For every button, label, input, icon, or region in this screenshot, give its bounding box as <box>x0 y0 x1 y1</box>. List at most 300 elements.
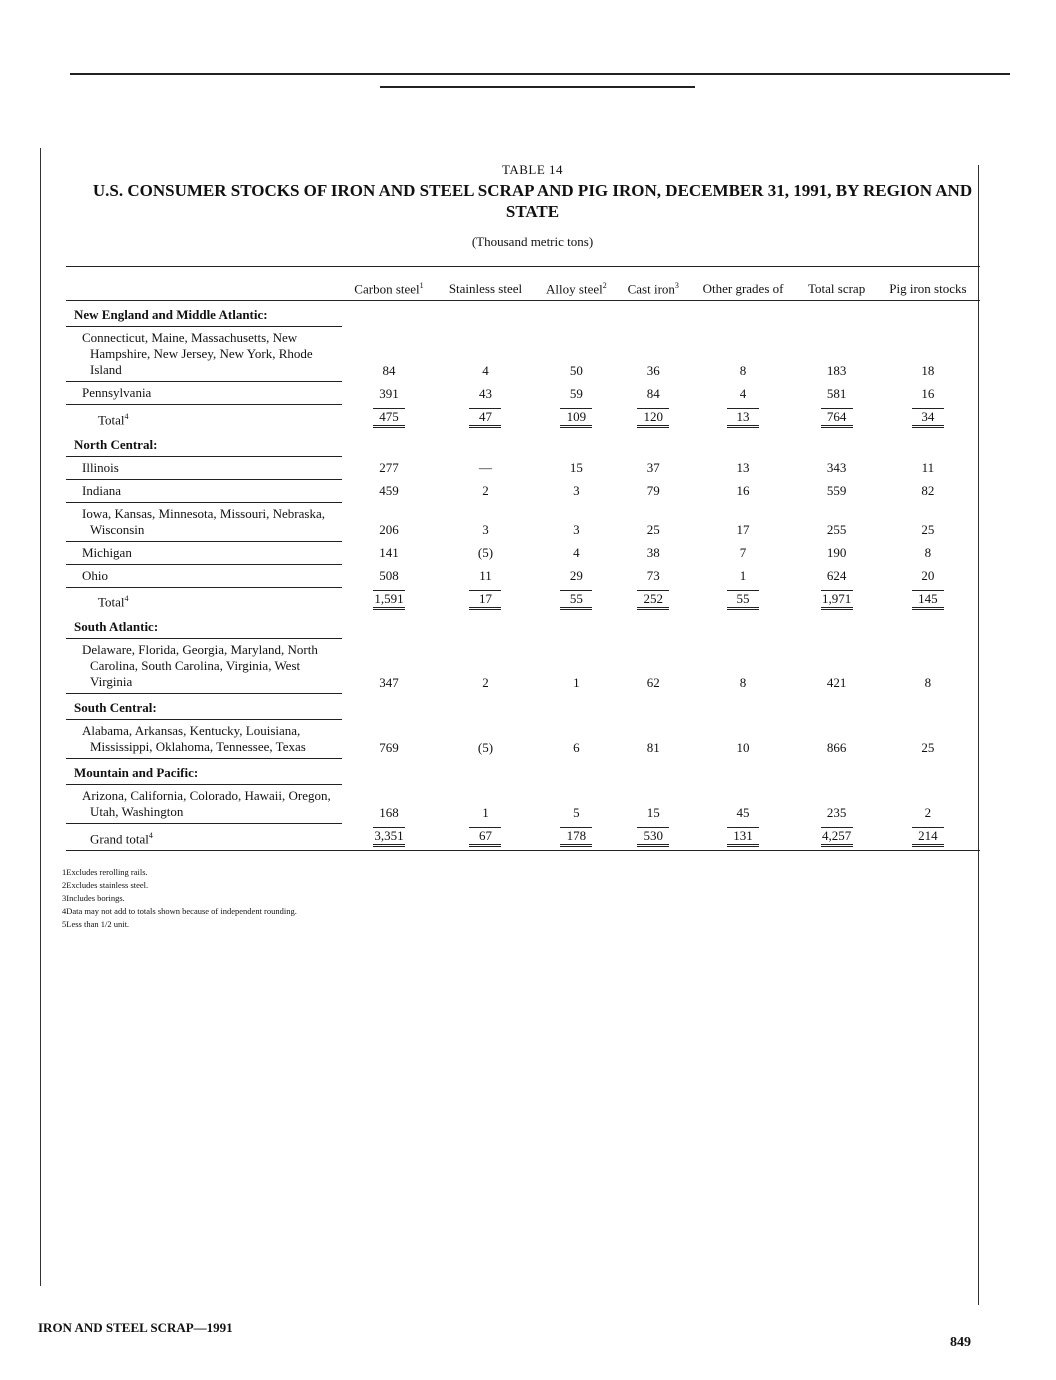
table-cell <box>797 785 875 824</box>
header-row <box>66 267 980 301</box>
column-header <box>535 267 618 301</box>
table-cell <box>342 479 436 502</box>
table-cell <box>342 541 436 564</box>
row-label-text: Arizona, California, Colorado, Hawaii, Oregon, Utah, Washington <box>82 788 331 820</box>
table-cell <box>689 587 798 613</box>
table-cell <box>618 720 689 759</box>
cell-value: 67 <box>469 827 501 847</box>
cell-value: 17 <box>469 590 501 610</box>
cell-value: 15 <box>646 804 660 820</box>
table-cell <box>436 405 535 431</box>
row-label <box>66 824 342 851</box>
total-row <box>66 405 980 431</box>
row-label-text: Total <box>98 411 125 427</box>
table-cell <box>797 720 875 759</box>
cell-value: 15 <box>569 460 583 476</box>
cell-value: 343 <box>826 460 847 476</box>
table-cell <box>618 502 689 541</box>
table-header <box>66 267 980 301</box>
table-cell <box>876 456 980 479</box>
table-row <box>66 456 980 479</box>
table-cell <box>689 502 798 541</box>
cell-value: 2 <box>482 483 489 499</box>
top-rule <box>70 73 1010 75</box>
table-cell <box>876 541 980 564</box>
column-header <box>797 267 875 301</box>
footnote: 4Data may not add to totals shown because of independent rounding. <box>62 906 297 916</box>
table-cell <box>618 327 689 382</box>
cell-value: 559 <box>826 483 847 499</box>
footnote: 2Excludes stainless steel. <box>62 880 149 890</box>
cell-value: 79 <box>646 483 660 499</box>
cell-value: 73 <box>646 568 660 584</box>
table-cell <box>535 405 618 431</box>
row-label-text: Ohio <box>82 567 108 583</box>
row-label <box>66 759 342 785</box>
table-cell <box>342 694 436 720</box>
footnote: 1Excludes rerolling rails. <box>62 867 148 877</box>
table-row <box>66 541 980 564</box>
row-label <box>66 587 342 613</box>
cell-value: 1 <box>482 804 489 820</box>
row-label <box>66 564 342 587</box>
footnote-ref: 4 <box>148 830 153 840</box>
table-cell <box>436 587 535 613</box>
table-row <box>66 327 980 382</box>
table-cell <box>689 479 798 502</box>
cell-value: 206 <box>379 522 399 538</box>
cell-value: 43 <box>478 385 492 401</box>
row-label <box>66 479 342 502</box>
table-cell <box>535 720 618 759</box>
table-cell <box>689 431 798 457</box>
cell-value: 59 <box>569 385 583 401</box>
table-cell <box>342 785 436 824</box>
cell-value: 183 <box>826 362 847 378</box>
row-label-text: South Atlantic: <box>74 619 159 635</box>
table-cell <box>618 613 689 639</box>
table-cell <box>342 502 436 541</box>
cell-value: 8 <box>739 674 747 690</box>
table-cell <box>618 431 689 457</box>
table-cell <box>342 405 436 431</box>
cell-value: 3 <box>573 483 580 499</box>
table-cell <box>535 502 618 541</box>
table-cell <box>689 405 798 431</box>
table-row <box>66 479 980 502</box>
table-cell <box>618 382 689 405</box>
row-label-text: Iowa, Kansas, Minnesota, Missouri, Nebraska, Wisconsin <box>82 505 325 537</box>
cell-value: 866 <box>826 739 847 755</box>
row-label-text: Connecticut, Maine, Massachusetts, New Hampshire, New Jersey, New York, Rhode Island <box>82 330 313 378</box>
row-label-text: Pennsylvania <box>82 385 152 401</box>
row-label <box>66 431 342 457</box>
table-cell <box>342 431 436 457</box>
total-row <box>66 587 980 613</box>
column-header-label: Pig iron stocks <box>889 281 967 297</box>
table-cell <box>618 694 689 720</box>
table-cell <box>797 639 875 694</box>
table-cell <box>876 639 980 694</box>
table-cell <box>797 301 875 327</box>
table-cell <box>535 613 618 639</box>
table-cell <box>876 824 980 851</box>
region-row <box>66 759 980 785</box>
table-cell <box>797 431 875 457</box>
table-cell <box>797 456 875 479</box>
cell-value: 81 <box>646 739 660 755</box>
table-cell <box>876 694 980 720</box>
table-cell <box>689 456 798 479</box>
table-row <box>66 502 980 541</box>
table-cell <box>342 759 436 785</box>
table-cell <box>689 694 798 720</box>
row-label-text: South Central: <box>74 700 157 716</box>
cell-value: 84 <box>646 385 660 401</box>
table-cell <box>797 479 875 502</box>
cell-value: 141 <box>379 545 399 561</box>
table-cell <box>436 785 535 824</box>
column-header-label: Stainless steel <box>448 281 523 297</box>
cell-value: 168 <box>379 804 399 820</box>
table-cell <box>535 759 618 785</box>
table-cell <box>535 327 618 382</box>
stub-header <box>66 267 342 301</box>
table-cell <box>689 564 798 587</box>
table-cell <box>876 587 980 613</box>
cell-value: 624 <box>826 568 847 584</box>
table-cell <box>876 327 980 382</box>
cell-value: 29 <box>569 568 583 584</box>
cell-value: 769 <box>379 739 399 755</box>
table-cell <box>689 541 798 564</box>
cell-value: 120 <box>637 408 669 428</box>
cell-value: 13 <box>736 460 750 476</box>
row-label-text: Total <box>98 594 125 610</box>
row-label <box>66 720 342 759</box>
row-label-text: Grand total <box>90 830 149 846</box>
cell-value: 3 <box>573 522 580 538</box>
table-cell <box>436 720 535 759</box>
row-label <box>66 456 342 479</box>
table-cell <box>618 564 689 587</box>
row-label-text: Mountain and Pacific: <box>74 765 199 781</box>
table-cell <box>797 587 875 613</box>
footnote: 3Includes borings. <box>62 893 125 903</box>
cell-value: 508 <box>379 568 399 584</box>
table-cell <box>876 720 980 759</box>
table-cell <box>618 785 689 824</box>
table-cell <box>876 431 980 457</box>
cell-value: 109 <box>560 408 592 428</box>
cell-value: 20 <box>921 568 935 584</box>
table-cell <box>876 301 980 327</box>
table-cell <box>797 613 875 639</box>
table-row <box>66 720 980 759</box>
cell-value: 8 <box>924 545 932 561</box>
cell-value: 1 <box>573 674 580 690</box>
table-cell <box>797 694 875 720</box>
table-cell <box>436 564 535 587</box>
column-header <box>876 267 980 301</box>
cell-value: 10 <box>736 739 750 755</box>
table-cell <box>342 327 436 382</box>
row-label-text: Delaware, Florida, Georgia, Maryland, North Carolina, South Carolina, Virginia, West Virginia <box>82 642 318 690</box>
row-label-text: North Central: <box>74 436 158 452</box>
table-cell <box>618 479 689 502</box>
region-row <box>66 613 980 639</box>
cell-value: 391 <box>379 385 399 401</box>
table-cell <box>689 301 798 327</box>
cell-value: 459 <box>379 483 399 499</box>
table-cell <box>535 694 618 720</box>
row-label <box>66 327 342 382</box>
table-cell <box>342 824 436 851</box>
column-header-label: Alloy steel <box>546 281 603 297</box>
table-cell <box>618 541 689 564</box>
table-row <box>66 382 980 405</box>
table-cell <box>618 824 689 851</box>
region-row <box>66 694 980 720</box>
cell-value: 277 <box>379 460 399 476</box>
scrap-stocks-table <box>66 266 980 851</box>
table-cell <box>689 639 798 694</box>
top-rule-secondary <box>380 86 695 88</box>
table-cell <box>436 639 535 694</box>
table-cell <box>689 613 798 639</box>
table-cell <box>436 824 535 851</box>
table-cell <box>797 405 875 431</box>
table-cell <box>876 405 980 431</box>
cell-value: 34 <box>912 408 944 428</box>
cell-value: 47 <box>469 408 501 428</box>
cell-value: 36 <box>646 362 660 378</box>
cell-value: 50 <box>569 362 583 378</box>
table-cell <box>535 479 618 502</box>
row-label <box>66 639 342 694</box>
table-cell <box>618 587 689 613</box>
cell-value: 25 <box>646 522 660 538</box>
cell-value: 18 <box>921 362 935 378</box>
column-header-label: Cast iron <box>627 281 675 297</box>
table-row <box>66 785 980 824</box>
column-header <box>618 267 689 301</box>
table-cell <box>436 327 535 382</box>
table-cell <box>535 382 618 405</box>
cell-value: 252 <box>637 590 669 610</box>
left-margin-line <box>40 148 41 1286</box>
column-header <box>689 267 798 301</box>
table-cell <box>876 502 980 541</box>
row-label <box>66 301 342 327</box>
table-cell <box>797 541 875 564</box>
cell-value: 3,351 <box>373 827 405 847</box>
cell-value: 235 <box>826 804 847 820</box>
table-cell <box>689 327 798 382</box>
row-label <box>66 694 342 720</box>
row-label <box>66 541 342 564</box>
table-cell <box>876 759 980 785</box>
title-block <box>80 162 985 250</box>
footnote-ref: 4 <box>124 594 129 603</box>
table-cell <box>436 694 535 720</box>
table-label: TABLE 14 <box>501 162 564 177</box>
table-cell <box>797 759 875 785</box>
table-cell <box>535 301 618 327</box>
cell-value: 347 <box>379 674 399 690</box>
row-label-text: Illinois <box>82 459 119 475</box>
table-cell <box>689 785 798 824</box>
cell-value: 4 <box>482 362 489 378</box>
cell-value: 16 <box>736 483 750 499</box>
running-title: IRON AND STEEL SCRAP—1991 <box>38 1320 233 1335</box>
table-cell <box>342 639 436 694</box>
cell-value: 37 <box>646 460 660 476</box>
table-cell <box>342 456 436 479</box>
column-header <box>342 267 436 301</box>
cell-value: 145 <box>912 590 944 610</box>
table-cell <box>797 564 875 587</box>
region-row <box>66 431 980 457</box>
cell-value: 16 <box>921 385 935 401</box>
footnote-ref: 3 <box>674 281 679 290</box>
table-cell <box>436 382 535 405</box>
footnote-ref: 2 <box>602 281 607 290</box>
cell-value: 581 <box>826 385 847 401</box>
cell-value: 25 <box>921 522 935 538</box>
table-cell <box>689 720 798 759</box>
column-header-label: Other grades of <box>702 281 784 297</box>
region-row <box>66 301 980 327</box>
table-cell <box>436 479 535 502</box>
cell-value: 131 <box>727 827 759 847</box>
footnotes <box>62 866 297 931</box>
table-body <box>66 301 980 851</box>
table-cell <box>342 720 436 759</box>
table-cell <box>618 405 689 431</box>
table-cell <box>436 502 535 541</box>
table-cell <box>797 327 875 382</box>
table-cell <box>535 639 618 694</box>
table-cell <box>618 639 689 694</box>
cell-value: 38 <box>646 545 660 561</box>
row-label-text: Alabama, Arkansas, Kentucky, Louisiana, Mississippi, Oklahoma, Tennessee, Texas <box>82 723 306 755</box>
cell-value: — <box>478 460 492 476</box>
row-label <box>66 785 342 824</box>
cell-value: 82 <box>921 483 935 499</box>
table-cell <box>797 824 875 851</box>
cell-value: 8 <box>924 674 932 690</box>
cell-value: 4 <box>739 385 747 401</box>
cell-value: 45 <box>736 804 750 820</box>
cell-value: (5) <box>477 545 494 561</box>
table-cell <box>797 382 875 405</box>
footnote: 5Less than 1/2 unit. <box>62 919 130 929</box>
table-cell <box>436 541 535 564</box>
table-cell <box>342 382 436 405</box>
cell-value: 11 <box>479 568 492 584</box>
cell-value: 62 <box>646 674 660 690</box>
footnote-ref: 4 <box>124 411 129 421</box>
row-label-text: New England and Middle Atlantic: <box>74 307 268 323</box>
table-cell <box>342 613 436 639</box>
table-cell <box>535 564 618 587</box>
row-label <box>66 502 342 541</box>
total-row <box>66 824 980 851</box>
cell-value: 255 <box>826 522 847 538</box>
row-label <box>66 405 342 431</box>
table-subtitle: (Thousand metric tons) <box>471 234 594 249</box>
cell-value: 475 <box>373 408 405 428</box>
table-cell <box>342 587 436 613</box>
column-header <box>436 267 535 301</box>
cell-value: 178 <box>560 827 592 847</box>
cell-value: 8 <box>739 362 747 378</box>
cell-value: 764 <box>821 408 853 428</box>
table-cell <box>535 587 618 613</box>
table-cell <box>689 824 798 851</box>
table-cell <box>535 541 618 564</box>
table-cell <box>618 759 689 785</box>
cell-value: 55 <box>560 590 592 610</box>
row-label <box>66 382 342 405</box>
cell-value: 1,591 <box>373 590 405 610</box>
table-cell <box>535 431 618 457</box>
cell-value: 25 <box>921 739 935 755</box>
column-header-label: Carbon steel <box>354 281 420 297</box>
table-title: U.S. CONSUMER STOCKS OF IRON AND STEEL SCRAP AND PIG IRON, DECEMBER 31, 1991, BY REGION AND STATE <box>92 181 973 221</box>
row-label-text: Indiana <box>82 482 121 498</box>
table-cell <box>618 301 689 327</box>
table-cell <box>436 759 535 785</box>
table-row <box>66 639 980 694</box>
row-label-text: Michigan <box>82 544 132 560</box>
table-cell <box>342 564 436 587</box>
cell-value: (5) <box>477 739 494 755</box>
table-cell <box>876 613 980 639</box>
cell-value: 421 <box>826 674 847 690</box>
table-cell <box>689 759 798 785</box>
table-cell <box>689 382 798 405</box>
cell-value: 1 <box>739 568 747 584</box>
cell-value: 6 <box>573 739 580 755</box>
cell-value: 1,971 <box>821 590 853 610</box>
table-cell <box>535 785 618 824</box>
cell-value: 55 <box>727 590 759 610</box>
cell-value: 84 <box>382 362 396 378</box>
footnote-ref: 1 <box>419 281 424 290</box>
table-cell <box>876 564 980 587</box>
cell-value: 5 <box>573 804 580 820</box>
cell-value: 2 <box>482 674 489 690</box>
column-header-label: Total scrap <box>807 281 866 297</box>
table-cell <box>876 382 980 405</box>
table-cell <box>876 479 980 502</box>
cell-value: 190 <box>826 545 847 561</box>
table-cell <box>436 301 535 327</box>
table-cell <box>342 301 436 327</box>
table-cell <box>618 456 689 479</box>
table-cell <box>436 613 535 639</box>
table-cell <box>876 785 980 824</box>
table-cell <box>436 431 535 457</box>
table-row <box>66 564 980 587</box>
row-label <box>66 613 342 639</box>
table-cell <box>535 456 618 479</box>
table-cell <box>797 502 875 541</box>
cell-value: 7 <box>739 545 747 561</box>
table-cell <box>535 824 618 851</box>
